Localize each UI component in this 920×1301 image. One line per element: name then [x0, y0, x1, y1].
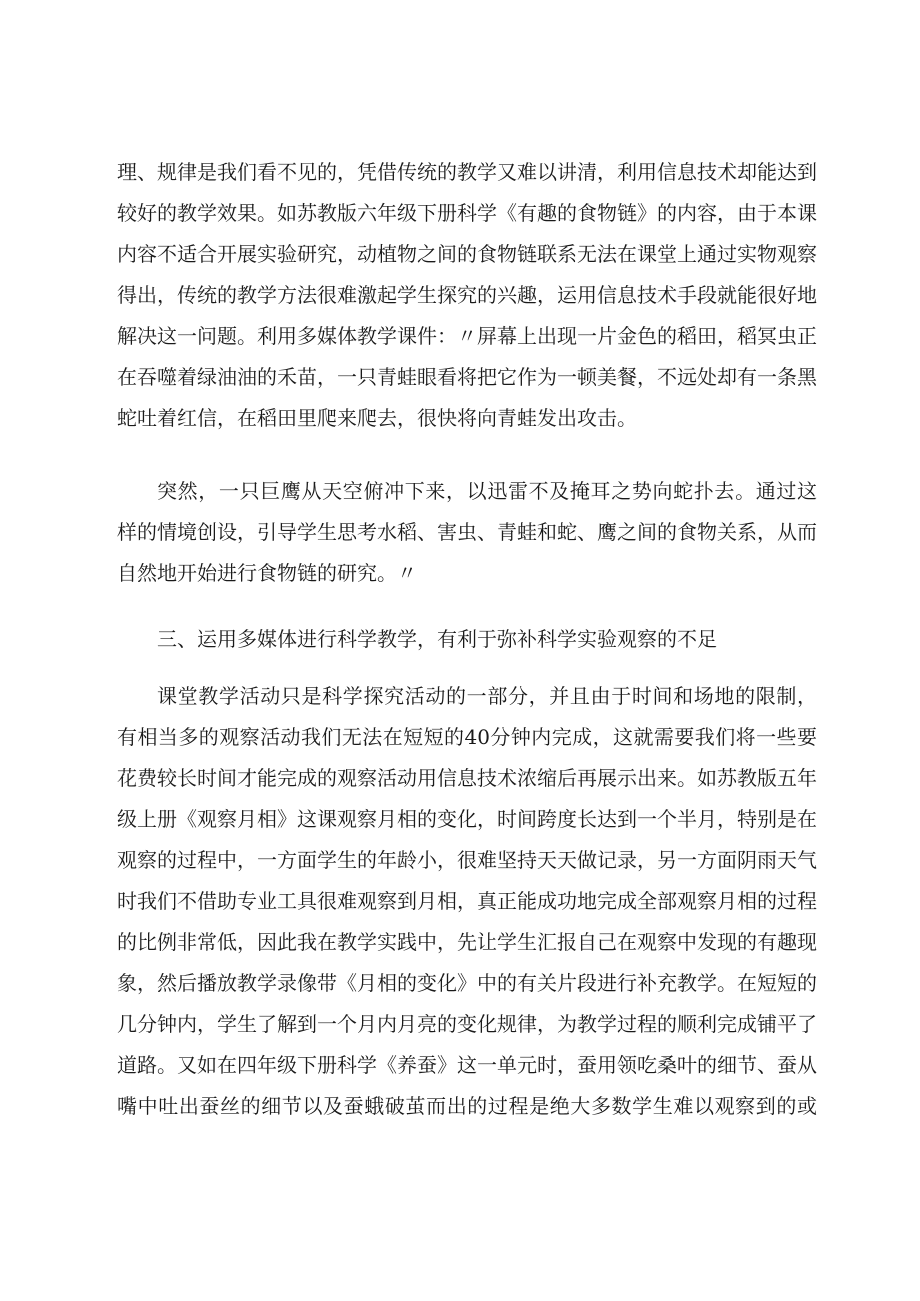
text-line: 解决这一问题。利用多媒体教学课件：〃屏幕上出现一片金色的稻田，稻冥虫正	[117, 324, 817, 348]
text-line: 样的情境创设，引导学生思考水稻、害虫、青蛙和蛇、鹰之间的食物关系，从而	[117, 520, 817, 544]
text-line: 观察的过程中，一方面学生的年龄小，很难坚持天天做记录，另一方面阴雨天气	[117, 848, 817, 872]
text-line: 在吞噬着绿油油的禾苗，一只青蛙眼看将把它作为一顿美餐，不远处却有一条黑	[117, 365, 817, 389]
text-line: 自然地开始进行食物链的研究。〃	[117, 561, 417, 585]
text-line: 时我们不借助专业工具很难观察到月相，真正能成功地完成全部观察月相的过程	[117, 889, 817, 913]
text-line: 蛇吐着红信，在稻田里爬来爬去，很快将向青蛙发出攻击。	[117, 406, 637, 430]
text-line: 有相当多的观察活动我们无法在短短的40分钟内完成，这就需要我们将一些要	[117, 725, 817, 749]
text-line: 突然，一只巨鹰从天空俯冲下来，以迅雷不及掩耳之势向蛇扑去。通过这	[157, 479, 817, 503]
section-heading: 三、运用多媒体进行科学教学，有利于弥补科学实验观察的不足	[157, 627, 717, 651]
text-line: 理、规律是我们看不见的，凭借传统的教学又难以讲清，利用信息技术却能达到	[117, 160, 817, 184]
text-line: 花费较长时间才能完成的观察活动用信息技术浓缩后再展示出来。如苏教版五年	[117, 766, 817, 790]
text-line: 得出，传统的教学方法很难激起学生探究的兴趣，运用信息技术手段就能很好地	[117, 283, 817, 307]
text-line: 的比例非常低，因此我在教学实践中，先让学生汇报自己在观察中发现的有趣现	[117, 930, 817, 954]
text-line: 道路。又如在四年级下册科学《养蚕》这一单元时，蚕用领吃桑叶的细节、蚕从	[117, 1053, 817, 1077]
text-line: 内容不适合开展实验研究，动植物之间的食物链联系无法在课堂上通过实物观察	[117, 242, 817, 266]
text-line: 级上册《观察月相》这课观察月相的变化，时间跨度长达到一个半月，特别是在	[117, 807, 817, 831]
text-line: 嘴中吐出蚕丝的细节以及蚕蛾破茧而出的过程是绝大多数学生难以观察到的或	[117, 1094, 817, 1118]
text-line: 课堂教学活动只是科学探究活动的一部分，并且由于时间和场地的限制，	[157, 684, 817, 708]
text-line: 象，然后播放教学录像带《月相的变化》中的有关片段进行补充教学。在短短的	[117, 971, 817, 995]
text-line: 较好的教学效果。如苏教版六年级下册科学《有趣的食物链》的内容，由于本课	[117, 201, 817, 225]
text-line: 几分钟内，学生了解到一个月内月亮的变化规律，为教学过程的顺利完成铺平了	[117, 1012, 817, 1036]
